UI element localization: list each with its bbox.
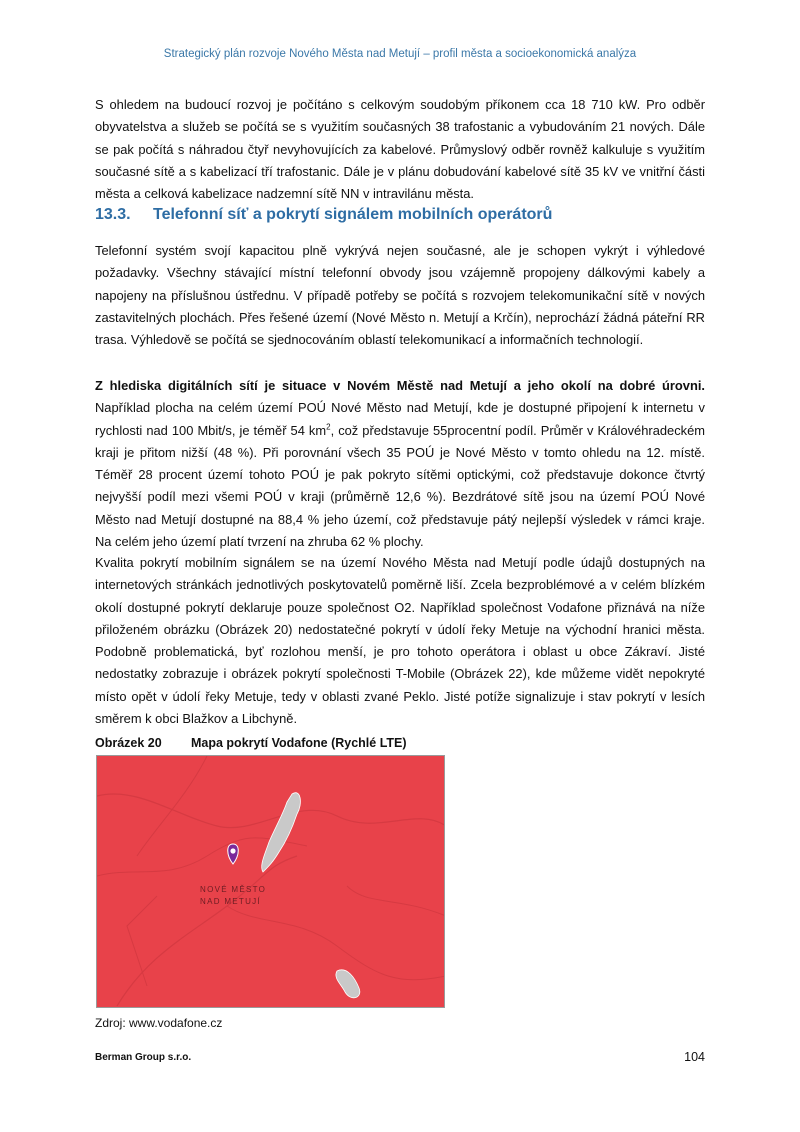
superscript: 2 — [326, 422, 331, 432]
map-city-label — [200, 884, 266, 908]
paragraph-mobile: Kvalita pokrytí mobilním signálem se na území Nového Města nad Metují podle údajů dostupných na internetových stránkách jednotlivých poskytovatelů poměrně liší. Zcela bezproblémové a v celém blízkém okolí dostupné pokrytí deklaruje pouze společnost O2. Například společnost Vodafone přiznává na níže přiloženém obrázku (Obrázek 20) nedostatečné pokrytí v údolí řeky Metuje na východní hranici města. Podobně problematická, byť rozlohou menší, je pro tohoto operátora i oblast u obce Zákraví. Jisté nedostatky zobrazuje i obrázek pokrytí společnosti T-Mobile (Obrázek 22), kde můžeme vidět nepokryté místo opět v údolí řeky Metuje, tedy v oblasti zvané Peklo. Jisté potíže signalizuje i stav pokrytí v lesích směrem k obci Blažkov a Libchyně. — [95, 555, 705, 727]
paragraph-power: S ohledem na budoucí rozvoj je počítáno s celkovým soudobým příkonem cca 18 710 kW. Pro odběr obyvatelstva a služeb se počítá se s využitím současných 38 trafostanic a vybudováním 21 nových. Dále se pak počítá s náhradou čtyř nevyhovujících za kabelové. Průmyslový odběr rovněž kalkuluje s využitím současné sítě a s kabelizací tří trafostanic. Dále je v plánu dobudování kabelové sítě 35 kV ve vnitřní části města a celková kabelizace nadzemní sítě NN v intravilánu města. — [95, 97, 705, 202]
figure-source: Zdroj: www.vodafone.cz — [95, 1016, 223, 1030]
coverage-gap-metuje — [262, 793, 301, 872]
location-pin-icon — [228, 844, 239, 864]
section-title: Telefonní síť a pokrytí signálem mobilních operátorů — [153, 206, 553, 223]
figure-label: Obrázek 20 — [95, 736, 162, 750]
section-heading — [95, 206, 552, 224]
paragraph-digital-lead: Z hlediska digitálních sítí je situace v Novém Městě nad Metují a jeho okolí na dobré úrovni. — [95, 378, 705, 393]
footer-company: Berman Group s.r.o. — [95, 1052, 192, 1063]
page-number: 104 — [684, 1050, 705, 1064]
page-header: Strategický plán rozvoje Nového Města nad Metují – profil města a socioekonomická analýza — [163, 48, 637, 60]
figure-caption — [95, 736, 407, 750]
section-number: 13.3. — [95, 206, 131, 223]
coverage-gap-zakravi — [336, 970, 360, 998]
paragraph-digital-text1: Například plocha na celém území POÚ Nové Město nad Metují, kde je dostupné připojení k internetu v rychlosti nad 100 Mbit/s, je téměř 54 km — [95, 400, 705, 438]
map-city-line1: NOVÉ MĚSTO — [200, 885, 267, 894]
paragraph-digital-text2: , což představuje 55procentní podíl. Průměr v Královéhradeckém kraji je přitom nižší (48 %). Při porovnání všech 35 POÚ je Nové Město v tomto ohledu na 12. místě. Téměř 28 procent území tohoto POÚ je pak pokryto sítěmi optickými, což představuje dokonce čtvrtý nejvyšší podíl mezi všemi POÚ v kraji (průměrně 12,6 %). Bezdrátové sítě jsou na území POÚ Nové Město nad Metují dostupné na 88,4 % jeho území, což představuje pátý nejlepší výsledek v rámci kraje. Na celém jeho území platí tvrzení na zhruba 62 % plochy. — [95, 422, 705, 550]
coverage-map — [96, 755, 445, 1008]
map-layer — [97, 756, 445, 1008]
map-city-line2: NAD METUJÍ — [200, 897, 261, 906]
paragraph-digital — [95, 375, 705, 553]
paragraph-telephone: Telefonní systém svojí kapacitou plně vykrývá nejen současné, ale je schopen vykrýt i výhledové požadavky. Všechny stávající místní telefonní obvody jsou vzájemně propojeny dálkovými kabely a napojeny na příslušnou ústřednu. V případě potřeby se počítá s rozvojem telekomunikační sítě v nových zastavitelných plochách. Přes řešené území (Nové Město n. Metují a Krčín), neprochází žádná páteřní RR trasa. Výhledově se počítá se sjednocováním oblastí telekomunikací a informačních technologií. — [95, 243, 705, 348]
figure-title: Mapa pokrytí Vodafone (Rychlé LTE) — [191, 736, 407, 750]
